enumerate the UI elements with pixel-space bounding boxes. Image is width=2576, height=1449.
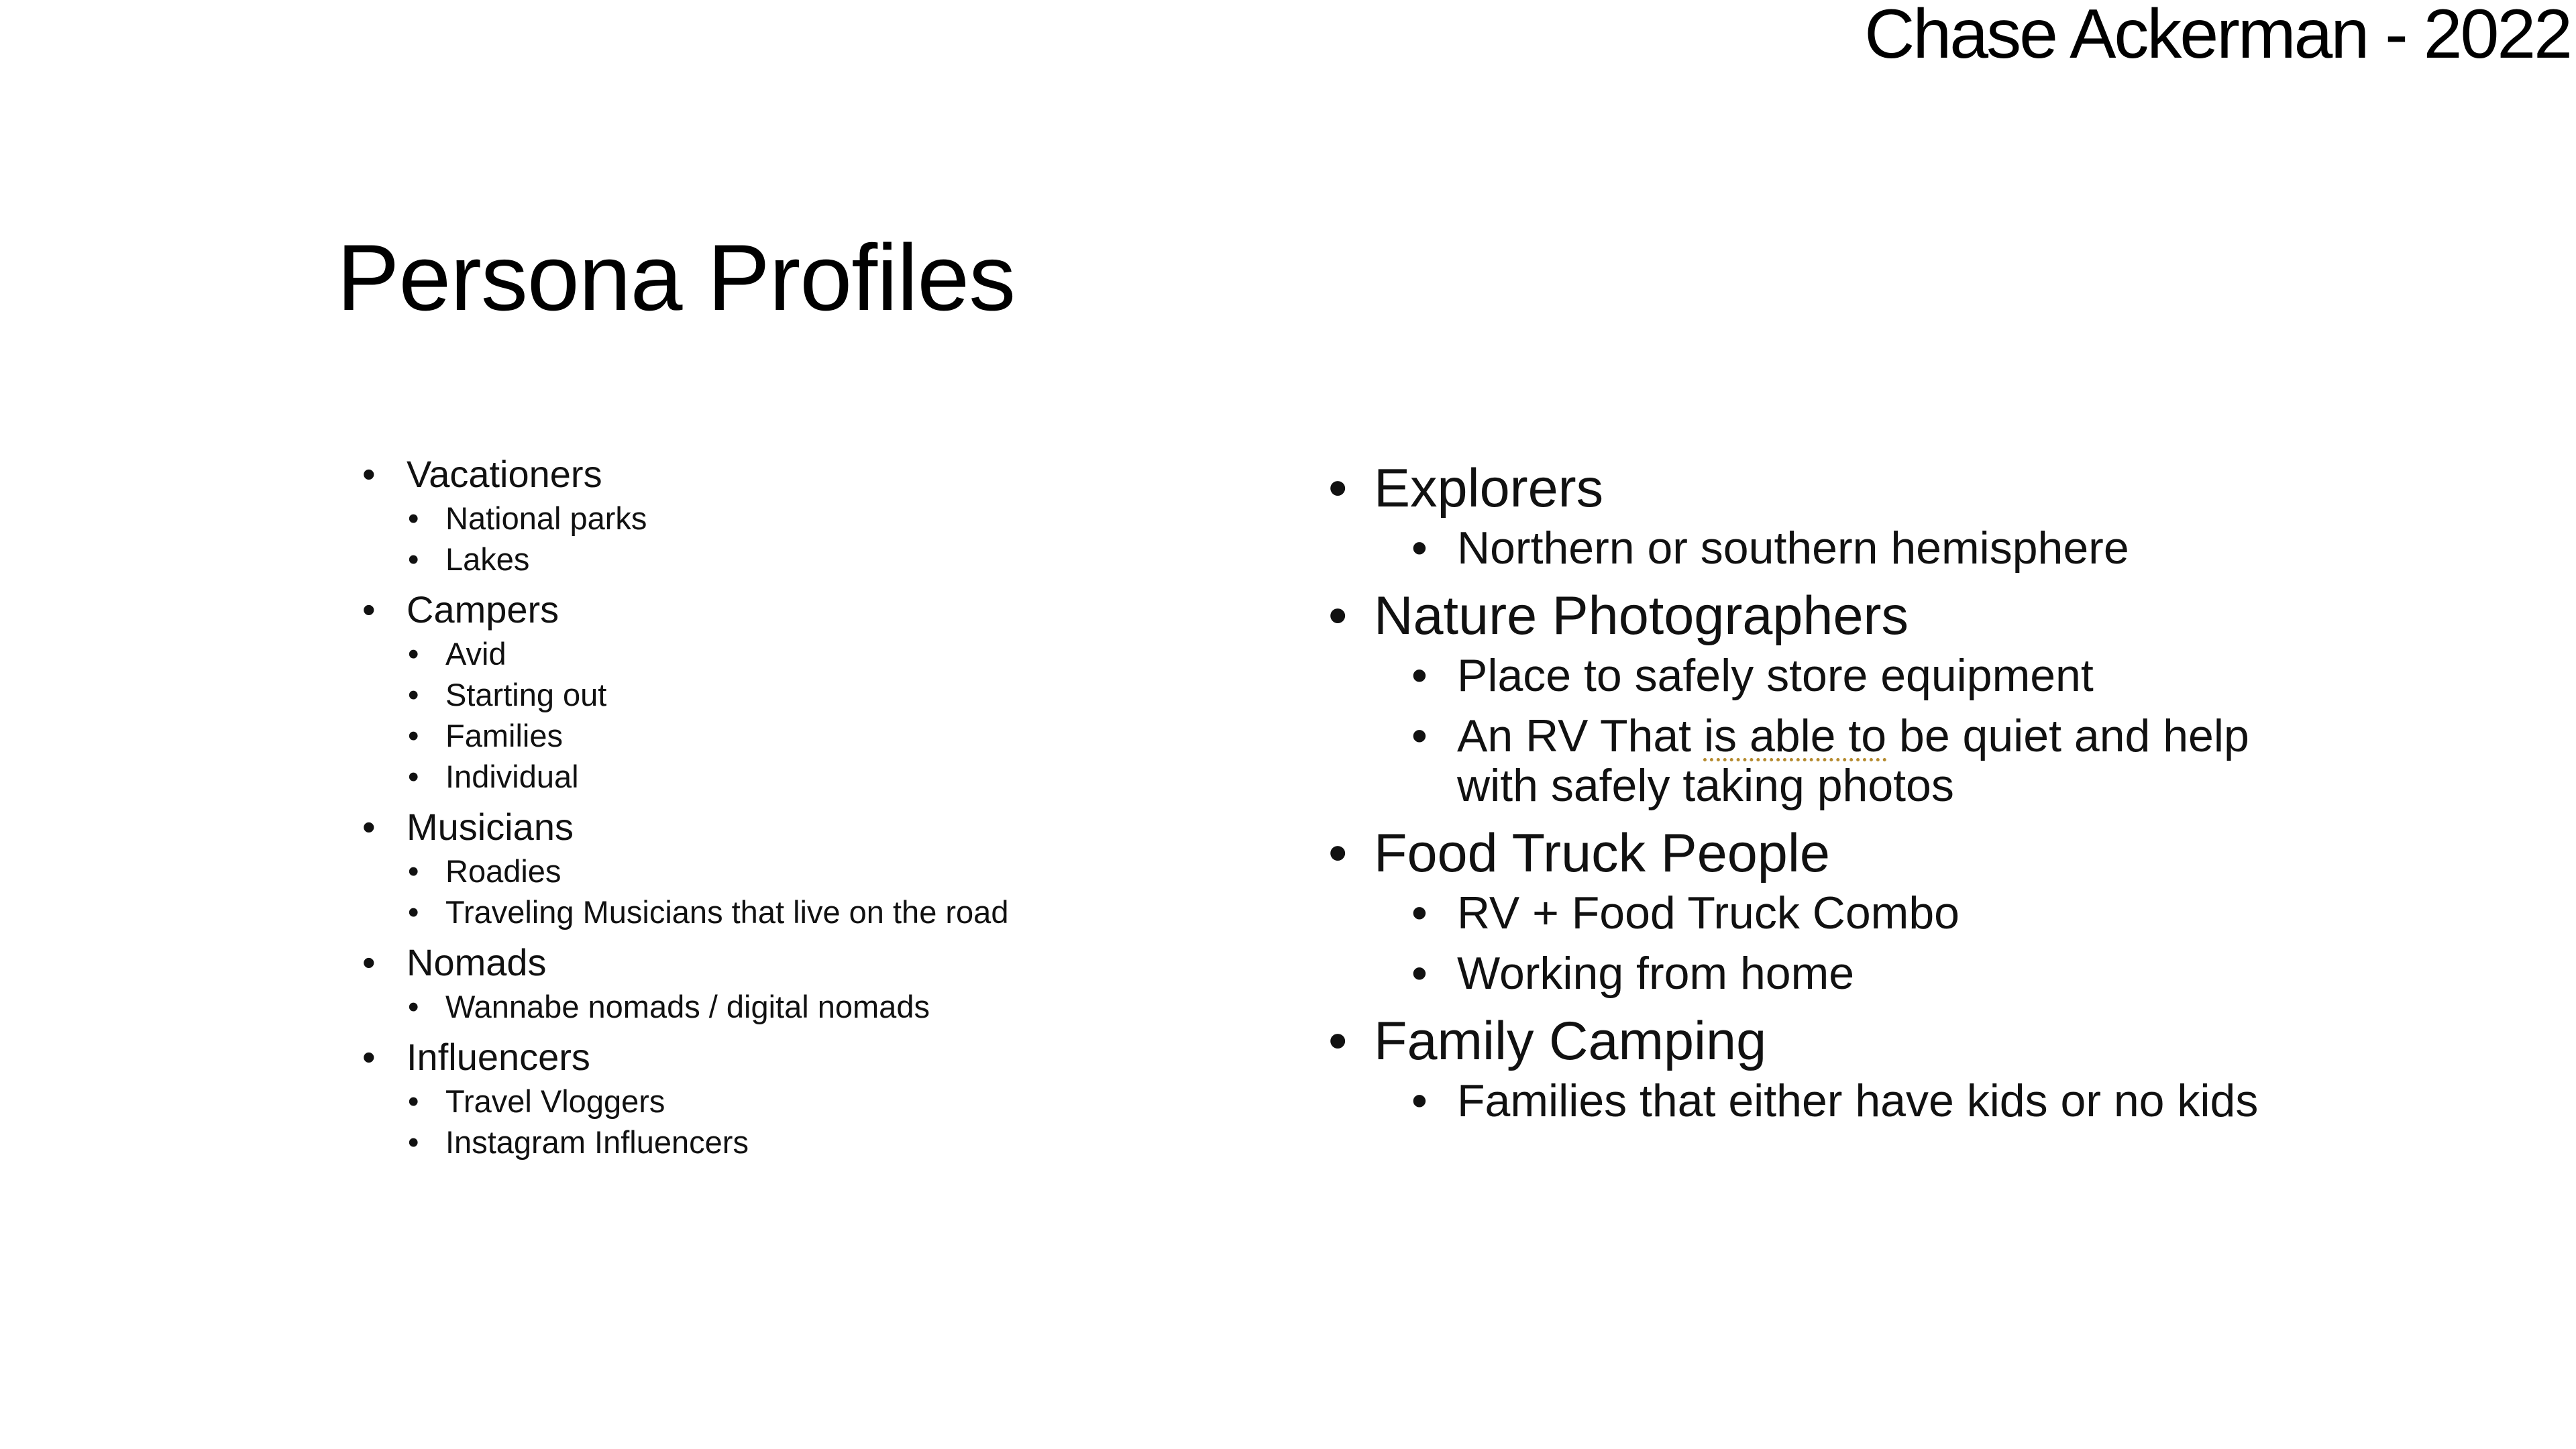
sub-item-text: Families	[445, 718, 563, 753]
list-item	[362, 804, 1234, 932]
bullet-icon: •	[408, 677, 419, 712]
sub-item-text: Individual	[445, 759, 579, 794]
bullet-icon: •	[1411, 948, 1428, 999]
list-item	[1328, 456, 2334, 573]
sub-item-text: Starting out	[445, 677, 607, 712]
sub-list	[407, 986, 1234, 1027]
slide-title: Persona Profiles	[337, 225, 1016, 330]
persona-label: Nature Photographers	[1374, 586, 1909, 646]
list-item	[1328, 584, 2334, 810]
sub-list-item	[1328, 949, 2334, 998]
bullet-icon: •	[408, 636, 419, 672]
sub-item-text: Lakes	[445, 541, 530, 577]
sub-item-text	[1457, 710, 2249, 811]
sub-item-text: Wannabe nomads / digital nomads	[445, 989, 930, 1024]
list-item	[362, 1034, 1234, 1163]
sub-list-item	[362, 498, 1234, 539]
sub-list-item	[362, 633, 1234, 674]
sub-list-item	[362, 756, 1234, 797]
sub-list-item	[1328, 523, 2334, 573]
sub-list-item	[362, 715, 1234, 756]
sub-item-text: Northern or southern hemisphere	[1457, 523, 2129, 574]
left-persona-list	[362, 451, 1234, 1169]
persona-label: Influencers	[407, 1036, 590, 1078]
sub-item-text: Place to safely store equipment	[1457, 650, 2094, 701]
sub-list-item	[362, 1081, 1234, 1122]
sub-item-text: Traveling Musicians that live on the road	[445, 894, 1009, 930]
bullet-icon: •	[408, 989, 419, 1024]
list-item	[362, 451, 1234, 580]
sub-list	[1374, 888, 2334, 998]
sub-item-text: Roadies	[445, 853, 561, 889]
sub-item-text: Travel Vloggers	[445, 1083, 665, 1119]
bullet-icon: •	[1411, 888, 1428, 938]
persona-label: Nomads	[407, 941, 547, 983]
sub-list-item	[362, 986, 1234, 1027]
bullet-icon: •	[408, 853, 419, 889]
persona-label: Campers	[407, 588, 559, 631]
bullet-icon: •	[408, 1124, 419, 1160]
sub-list	[1374, 651, 2334, 810]
sub-list	[407, 498, 1234, 580]
list-item	[362, 939, 1234, 1027]
sub-list-item	[1328, 711, 2334, 810]
bullet-icon: •	[408, 759, 419, 794]
bullet-icon: •	[408, 500, 419, 536]
sub-list-item	[1328, 1076, 2334, 1126]
persona-label: Musicians	[407, 806, 574, 848]
bullet-icon: •	[362, 806, 376, 848]
sub-list	[1374, 523, 2334, 573]
bullet-icon: •	[1328, 1011, 1348, 1071]
text-segment: An RV That	[1457, 710, 1704, 761]
bullet-icon: •	[1411, 523, 1428, 574]
sub-list	[407, 851, 1234, 932]
bullet-icon: •	[1411, 650, 1428, 701]
sub-list	[407, 1081, 1234, 1163]
text-segment: be quiet and help with safely taking photos	[1457, 710, 2249, 811]
sub-list-item	[1328, 651, 2334, 700]
persona-label: Food Truck People	[1374, 823, 1830, 883]
sub-list	[1374, 1076, 2334, 1126]
list-item	[362, 586, 1234, 797]
list-item	[1328, 1009, 2334, 1126]
bullet-icon: •	[408, 894, 419, 930]
persona-label: Family Camping	[1374, 1011, 1767, 1071]
sub-item-text: Families that either have kids or no kids	[1457, 1075, 2259, 1126]
sub-list	[407, 633, 1234, 797]
sub-item-text: Instagram Influencers	[445, 1124, 749, 1160]
list-item	[1328, 821, 2334, 998]
bullet-icon: •	[362, 1036, 376, 1078]
bullet-icon: •	[1328, 823, 1348, 883]
sub-list-item	[362, 539, 1234, 580]
bullet-icon: •	[408, 1083, 419, 1119]
bullet-icon: •	[1411, 710, 1428, 761]
grammar-flagged-text[interactable]: is able to	[1703, 710, 1887, 761]
author-credit: Chase Ackerman - 2022	[1864, 0, 2571, 73]
bullet-icon: •	[408, 718, 419, 753]
sub-list-item	[362, 892, 1234, 932]
sub-list-item	[362, 674, 1234, 715]
sub-item-text: National parks	[445, 500, 647, 536]
sub-item-text: RV + Food Truck Combo	[1457, 888, 1960, 938]
bullet-icon: •	[1411, 1075, 1428, 1126]
sub-list-item	[362, 851, 1234, 892]
sub-list-item	[362, 1122, 1234, 1163]
sub-item-text: Working from home	[1457, 948, 1855, 999]
bullet-icon: •	[1328, 586, 1348, 646]
right-persona-list	[1328, 456, 2334, 1136]
bullet-icon: •	[408, 541, 419, 577]
bullet-icon: •	[362, 453, 376, 495]
sub-item-text: Avid	[445, 636, 506, 672]
bullet-icon: •	[362, 941, 376, 983]
persona-label: Vacationers	[407, 453, 602, 495]
bullet-icon: •	[362, 588, 376, 631]
bullet-icon: •	[1328, 458, 1348, 519]
sub-list-item	[1328, 888, 2334, 938]
persona-label: Explorers	[1374, 458, 1604, 519]
